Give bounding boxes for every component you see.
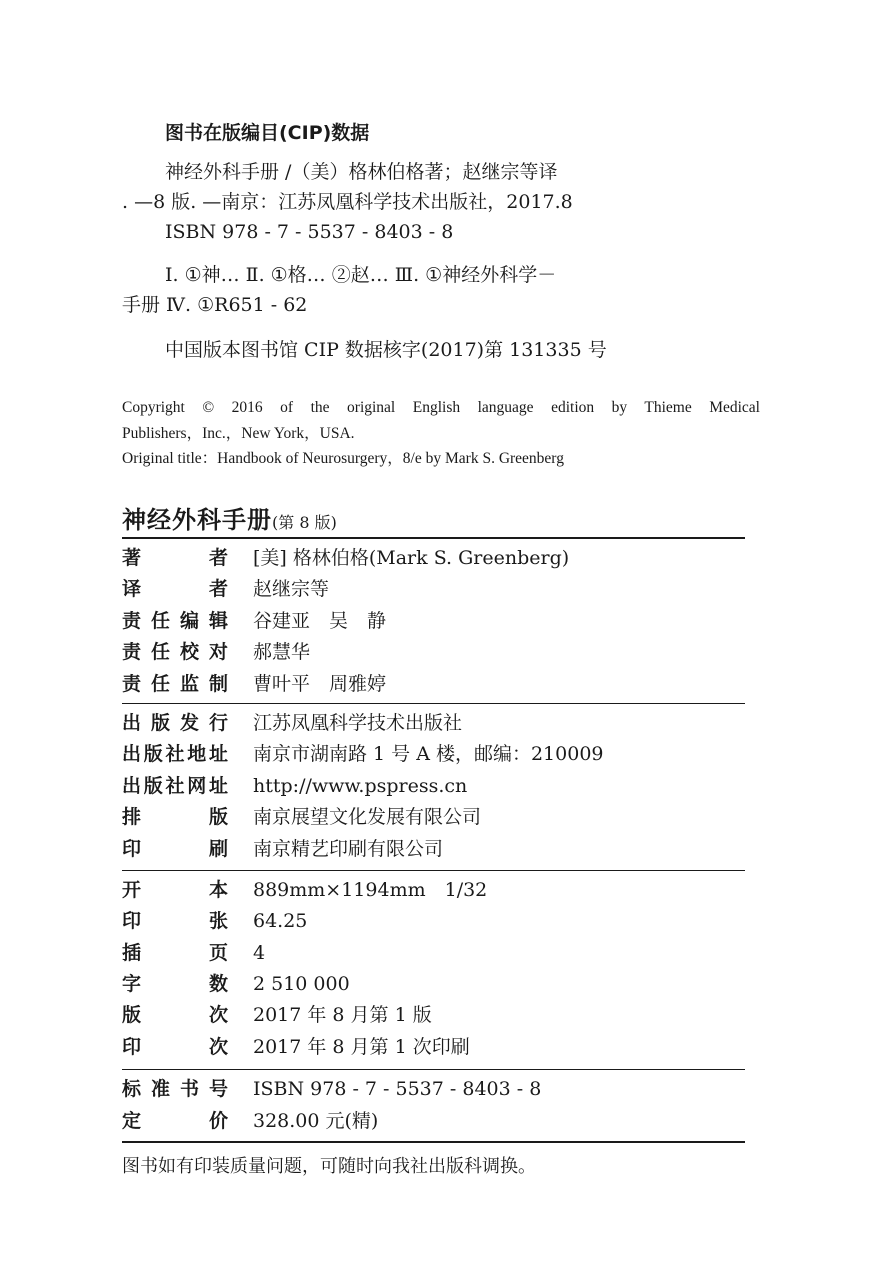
copyright-line-1: Copyright © 2016 of the original English language edition by Thieme Medical xyxy=(122,399,760,416)
info-label: 印刷 xyxy=(122,837,228,860)
info-row xyxy=(122,1032,745,1063)
info-value: 2017 年 8 月第 1 次印刷 xyxy=(253,1035,470,1058)
info-value: 64.25 xyxy=(253,910,308,933)
info-group xyxy=(122,537,745,703)
info-row xyxy=(122,606,745,637)
info-label: 责任校对 xyxy=(122,641,228,664)
info-value: 2017 年 8 月第 1 版 xyxy=(253,1004,432,1027)
info-label: 排版 xyxy=(122,806,228,829)
publication-info-table xyxy=(122,537,745,1143)
info-row xyxy=(122,1000,745,1031)
info-value: 南京展望文化发展有限公司 xyxy=(253,806,482,829)
info-value: 曹叶平 周雅婷 xyxy=(253,672,387,695)
cip-edition-line: . —8 版. —南京：江苏凤凰科学技术出版社，2017.8 xyxy=(122,191,573,213)
cip-number: 中国版本图书馆 CIP 数据核字(2017)第 131335 号 xyxy=(165,339,607,361)
info-label: 出版社地址 xyxy=(122,743,228,766)
book-title: 神经外科手册 xyxy=(122,506,272,534)
cip-subject-line-2: 手册 Ⅳ. ①R651 - 62 xyxy=(122,294,308,316)
info-value: ISBN 978 - 7 - 5537 - 8403 - 8 xyxy=(253,1078,542,1101)
info-group xyxy=(122,870,745,1069)
info-label: 出版社网址 xyxy=(122,774,228,797)
info-value: 南京市湖南路 1 号 A 楼，邮编：210009 xyxy=(253,743,604,766)
info-group xyxy=(122,1069,745,1141)
info-value: 谷建亚 吴 静 xyxy=(253,609,387,632)
info-value: 郝慧华 xyxy=(253,641,311,664)
info-row xyxy=(122,637,745,668)
info-value: 889mm×1194mm 1/32 xyxy=(253,878,488,901)
info-label: 出版发行 xyxy=(122,711,228,734)
info-row xyxy=(122,543,745,574)
info-row xyxy=(122,669,745,700)
info-row xyxy=(122,834,745,865)
info-label: 印次 xyxy=(122,1035,228,1058)
info-value: 2 510 000 xyxy=(253,973,350,996)
info-label: 印张 xyxy=(122,910,228,933)
info-row xyxy=(122,875,745,906)
info-row xyxy=(122,1074,745,1105)
info-value: 江苏凤凰科学技术出版社 xyxy=(253,711,463,734)
info-row xyxy=(122,574,745,605)
info-label: 责任编辑 xyxy=(122,609,228,632)
book-edition: (第 8 版) xyxy=(272,513,337,532)
cip-heading: 图书在版编目(CIP)数据 xyxy=(165,122,370,144)
cip-isbn-line: ISBN 978 - 7 - 5537 - 8403 - 8 xyxy=(165,221,454,243)
original-title-line: Original title：Handbook of Neurosurgery，8/e by Mark S. Greenberg xyxy=(122,450,564,467)
info-value: [美] 格林伯格(Mark S. Greenberg) xyxy=(253,547,570,569)
info-row xyxy=(122,739,745,770)
info-value: 328.00 元(精) xyxy=(253,1109,379,1132)
cip-subject-line-1: Ⅰ. ①神… Ⅱ. ①格… ②赵… Ⅲ. ①神经外科学－ xyxy=(165,264,557,286)
info-row xyxy=(122,906,745,937)
info-label: 插页 xyxy=(122,941,228,964)
info-row xyxy=(122,1106,745,1137)
info-label: 标准书号 xyxy=(122,1078,228,1101)
info-label: 版次 xyxy=(122,1004,228,1027)
info-label: 著者 xyxy=(122,547,228,569)
info-row xyxy=(122,802,745,833)
info-label: 开本 xyxy=(122,878,228,901)
quality-notice: 图书如有印装质量问题，可随时向我社出版科调换。 xyxy=(122,1156,536,1177)
info-label: 译者 xyxy=(122,578,228,601)
info-label: 字数 xyxy=(122,973,228,996)
info-value: 4 xyxy=(253,941,266,964)
info-row xyxy=(122,938,745,969)
info-row xyxy=(122,969,745,1000)
info-row xyxy=(122,708,745,739)
info-value: http://www.pspress.cn xyxy=(253,774,468,797)
book-title-row xyxy=(122,503,337,537)
info-label: 责任监制 xyxy=(122,672,228,695)
info-group xyxy=(122,703,745,870)
info-value: 南京精艺印刷有限公司 xyxy=(253,837,444,860)
cip-title-line: 神经外科手册 /（美）格林伯格著；赵继宗等译 xyxy=(165,161,558,183)
copyright-line-2: Publishers，Inc.，New York，USA. xyxy=(122,425,355,442)
info-row xyxy=(122,771,745,802)
info-label: 定价 xyxy=(122,1109,228,1132)
info-value: 赵继宗等 xyxy=(253,578,330,601)
